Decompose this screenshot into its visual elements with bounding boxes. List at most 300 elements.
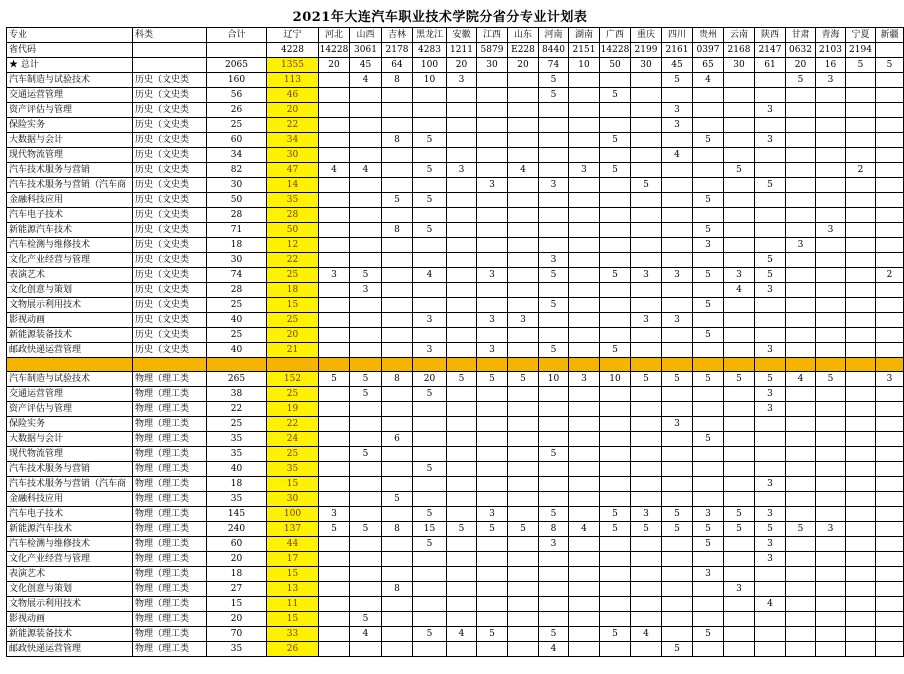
table-cell <box>693 642 724 657</box>
table-cell: 33 <box>267 627 319 642</box>
table-cell: 8 <box>539 522 569 537</box>
table-cell: 邮政快递运营管理 <box>7 642 133 657</box>
table-cell <box>600 567 631 582</box>
table-cell <box>816 313 846 328</box>
table-cell <box>786 133 816 148</box>
table-cell: 5 <box>600 268 631 283</box>
table-cell <box>382 477 413 492</box>
table-cell <box>876 43 904 58</box>
table-cell: 5 <box>693 522 724 537</box>
table-cell <box>350 552 382 567</box>
table-cell: 5 <box>662 372 693 387</box>
table-cell <box>539 313 569 328</box>
table-cell <box>786 597 816 612</box>
table-cell: 46 <box>267 88 319 103</box>
table-cell <box>569 73 600 88</box>
table-row <box>7 417 904 432</box>
table-row <box>7 492 904 507</box>
table-cell <box>786 118 816 133</box>
table-cell <box>846 462 876 477</box>
table-cell <box>816 612 846 627</box>
table-cell <box>662 343 693 358</box>
table-cell: 22 <box>207 402 267 417</box>
separator-cell <box>662 358 693 372</box>
table-cell <box>724 133 755 148</box>
table-cell <box>816 283 846 298</box>
table-cell: 5 <box>631 372 662 387</box>
table-cell <box>846 627 876 642</box>
table-cell <box>631 417 662 432</box>
table-cell <box>816 597 846 612</box>
table-cell: 历史（文史类 <box>133 283 207 298</box>
table-cell <box>662 492 693 507</box>
table-cell: 5 <box>447 522 477 537</box>
table-cell <box>319 193 350 208</box>
table-cell <box>786 507 816 522</box>
table-cell <box>382 313 413 328</box>
table-cell <box>846 507 876 522</box>
table-cell <box>477 492 508 507</box>
table-cell <box>539 387 569 402</box>
table-cell <box>786 567 816 582</box>
table-cell: 物理（理工类 <box>133 477 207 492</box>
table-cell: 金融科技应用 <box>7 492 133 507</box>
table-row <box>7 88 904 103</box>
enrollment-plan-table <box>6 27 904 657</box>
table-cell <box>816 298 846 313</box>
table-cell: 3 <box>724 582 755 597</box>
table-cell <box>413 582 447 597</box>
table-cell <box>382 178 413 193</box>
table-cell: 广西 <box>600 28 631 43</box>
table-cell <box>539 477 569 492</box>
table-cell: 20 <box>267 328 319 343</box>
table-cell <box>447 343 477 358</box>
table-cell <box>447 507 477 522</box>
table-row <box>7 387 904 402</box>
table-cell <box>876 343 904 358</box>
table-cell <box>539 417 569 432</box>
table-cell <box>631 253 662 268</box>
table-cell: 4 <box>447 627 477 642</box>
table-cell <box>477 193 508 208</box>
table-row <box>7 477 904 492</box>
table-cell <box>508 447 539 462</box>
table-cell <box>724 103 755 118</box>
table-cell <box>662 597 693 612</box>
table-cell: 3 <box>755 552 786 567</box>
table-cell <box>846 447 876 462</box>
table-cell <box>876 642 904 657</box>
table-cell <box>477 432 508 447</box>
table-cell: 新能源汽车技术 <box>7 522 133 537</box>
table-cell <box>539 103 569 118</box>
table-cell <box>662 462 693 477</box>
table-cell <box>569 343 600 358</box>
table-cell <box>846 328 876 343</box>
table-cell <box>786 178 816 193</box>
table-cell: 5 <box>600 133 631 148</box>
table-cell <box>786 552 816 567</box>
table-cell: 5 <box>350 522 382 537</box>
table-cell <box>600 328 631 343</box>
table-cell <box>477 462 508 477</box>
table-cell <box>876 402 904 417</box>
table-cell <box>786 313 816 328</box>
table-cell <box>382 462 413 477</box>
table-cell <box>724 298 755 313</box>
table-row <box>7 402 904 417</box>
table-cell <box>724 118 755 133</box>
table-cell: 100 <box>267 507 319 522</box>
table-cell: 240 <box>207 522 267 537</box>
table-cell <box>755 313 786 328</box>
table-cell <box>876 73 904 88</box>
table-cell: 5879 <box>477 43 508 58</box>
table-cell <box>693 283 724 298</box>
table-cell <box>447 313 477 328</box>
table-cell: 交通运营管理 <box>7 387 133 402</box>
table-cell: 历史（文史类 <box>133 178 207 193</box>
table-cell <box>846 432 876 447</box>
table-cell: 5 <box>447 372 477 387</box>
table-cell: 3 <box>413 343 447 358</box>
table-cell <box>447 597 477 612</box>
table-cell: E228 <box>508 43 539 58</box>
table-cell <box>846 582 876 597</box>
table-cell <box>786 627 816 642</box>
table-cell <box>786 612 816 627</box>
table-cell <box>508 193 539 208</box>
table-cell: 4 <box>508 163 539 178</box>
table-row <box>7 253 904 268</box>
table-cell <box>539 612 569 627</box>
table-cell <box>876 193 904 208</box>
table-cell: 28 <box>207 208 267 223</box>
table-cell: 18 <box>207 238 267 253</box>
table-cell: 黑龙江 <box>413 28 447 43</box>
table-cell: 5 <box>350 612 382 627</box>
table-cell <box>508 328 539 343</box>
table-cell: 5 <box>755 268 786 283</box>
table-cell <box>631 73 662 88</box>
table-cell: 5 <box>786 522 816 537</box>
table-cell <box>569 313 600 328</box>
table-cell: 45 <box>350 58 382 73</box>
table-cell: 34 <box>207 148 267 163</box>
table-cell <box>600 402 631 417</box>
table-cell <box>508 432 539 447</box>
table-cell <box>319 283 350 298</box>
table-cell <box>350 462 382 477</box>
table-cell <box>477 612 508 627</box>
table-cell <box>662 88 693 103</box>
table-cell <box>477 387 508 402</box>
table-cell: 汽车技术服务与营销（汽车商 <box>7 477 133 492</box>
table-cell: 保险实务 <box>7 417 133 432</box>
table-cell <box>539 208 569 223</box>
table-cell: 113 <box>267 73 319 88</box>
table-cell: 8 <box>382 582 413 597</box>
table-cell: 四川 <box>662 28 693 43</box>
table-cell <box>846 178 876 193</box>
table-cell <box>631 582 662 597</box>
table-cell <box>662 582 693 597</box>
table-cell: 甘肃 <box>786 28 816 43</box>
table-cell: 物理（理工类 <box>133 402 207 417</box>
table-cell <box>816 133 846 148</box>
table-cell <box>846 73 876 88</box>
table-cell: 3 <box>447 163 477 178</box>
table-cell: 2065 <box>207 58 267 73</box>
table-row <box>7 208 904 223</box>
table-cell <box>724 343 755 358</box>
separator-cell <box>413 358 447 372</box>
table-cell: 河北 <box>319 28 350 43</box>
table-cell <box>477 552 508 567</box>
table-cell <box>569 193 600 208</box>
table-cell: 新能源装备技术 <box>7 627 133 642</box>
table-cell: 3 <box>755 477 786 492</box>
table-cell <box>662 283 693 298</box>
separator-cell <box>846 358 876 372</box>
table-cell: 71 <box>207 223 267 238</box>
table-cell: 3 <box>755 402 786 417</box>
table-cell: 5 <box>755 253 786 268</box>
table-cell: 物理（理工类 <box>133 552 207 567</box>
table-cell <box>477 118 508 133</box>
table-cell <box>207 43 267 58</box>
table-cell <box>508 223 539 238</box>
table-cell <box>816 462 846 477</box>
table-cell: 贵州 <box>693 28 724 43</box>
table-cell <box>876 238 904 253</box>
table-cell <box>477 477 508 492</box>
separator-cell <box>508 358 539 372</box>
table-cell <box>539 402 569 417</box>
table-cell <box>508 133 539 148</box>
table-cell: 影视动画 <box>7 313 133 328</box>
table-cell <box>133 58 207 73</box>
table-cell: 物理（理工类 <box>133 507 207 522</box>
table-cell: 30 <box>267 492 319 507</box>
table-cell <box>569 477 600 492</box>
table-cell <box>876 133 904 148</box>
table-cell <box>350 88 382 103</box>
table-cell: 16 <box>816 58 846 73</box>
table-cell <box>319 73 350 88</box>
table-cell <box>816 328 846 343</box>
table-cell <box>876 283 904 298</box>
table-cell <box>816 343 846 358</box>
table-cell <box>350 507 382 522</box>
table-cell: 2168 <box>724 43 755 58</box>
table-cell: 影视动画 <box>7 612 133 627</box>
table-cell: 22 <box>267 118 319 133</box>
table-cell: 历史（文史类 <box>133 298 207 313</box>
table-cell <box>631 432 662 447</box>
table-cell <box>786 417 816 432</box>
table-cell <box>631 612 662 627</box>
table-cell <box>508 178 539 193</box>
table-cell: 160 <box>207 73 267 88</box>
table-cell: 5 <box>724 372 755 387</box>
table-cell <box>447 432 477 447</box>
table-cell <box>724 417 755 432</box>
table-row <box>7 447 904 462</box>
table-cell <box>724 597 755 612</box>
table-cell <box>447 238 477 253</box>
table-cell: 3 <box>786 238 816 253</box>
table-cell: 5 <box>876 58 904 73</box>
table-cell <box>846 387 876 402</box>
table-cell: 历史（文史类 <box>133 133 207 148</box>
section-separator <box>7 358 904 372</box>
table-cell <box>508 627 539 642</box>
table-cell: 2 <box>846 163 876 178</box>
table-cell: 25 <box>207 298 267 313</box>
table-cell: 历史（文史类 <box>133 223 207 238</box>
table-cell: 3 <box>319 268 350 283</box>
table-cell <box>600 313 631 328</box>
table-cell: 物理（理工类 <box>133 537 207 552</box>
table-cell: 物理（理工类 <box>133 417 207 432</box>
table-cell <box>569 283 600 298</box>
table-cell <box>382 507 413 522</box>
separator-cell <box>755 358 786 372</box>
table-cell: 5 <box>413 462 447 477</box>
table-cell <box>569 268 600 283</box>
table-cell <box>786 223 816 238</box>
table-cell: 5 <box>693 193 724 208</box>
table-cell <box>319 313 350 328</box>
table-cell <box>508 537 539 552</box>
table-cell: 3 <box>662 103 693 118</box>
table-cell <box>816 642 846 657</box>
table-cell <box>876 387 904 402</box>
table-cell: 15 <box>207 597 267 612</box>
table-cell <box>447 103 477 118</box>
table-cell <box>350 477 382 492</box>
table-row <box>7 627 904 642</box>
table-cell <box>319 537 350 552</box>
table-cell <box>539 163 569 178</box>
table-cell <box>600 612 631 627</box>
table-row <box>7 163 904 178</box>
table-cell <box>631 402 662 417</box>
table-cell <box>662 387 693 402</box>
table-cell <box>350 103 382 118</box>
table-cell: 3 <box>755 537 786 552</box>
table-cell <box>755 612 786 627</box>
table-cell: 文化产业经营与管理 <box>7 552 133 567</box>
table-cell: 4 <box>350 627 382 642</box>
table-cell <box>447 208 477 223</box>
table-cell: 交通运营管理 <box>7 88 133 103</box>
table-cell <box>693 612 724 627</box>
table-cell <box>319 103 350 118</box>
table-cell <box>413 492 447 507</box>
table-cell <box>662 447 693 462</box>
table-cell <box>876 417 904 432</box>
table-cell <box>816 103 846 118</box>
table-cell <box>876 552 904 567</box>
table-cell: 云南 <box>724 28 755 43</box>
table-row <box>7 522 904 537</box>
table-cell <box>539 118 569 133</box>
table-cell <box>846 642 876 657</box>
table-row <box>7 372 904 387</box>
table-cell <box>816 507 846 522</box>
table-cell: 3 <box>539 537 569 552</box>
table-cell: 5 <box>477 627 508 642</box>
table-cell <box>786 193 816 208</box>
table-cell: 35 <box>207 642 267 657</box>
table-cell: 5 <box>539 88 569 103</box>
table-cell <box>539 283 569 298</box>
table-cell <box>447 492 477 507</box>
table-cell <box>382 208 413 223</box>
table-cell <box>447 642 477 657</box>
table-cell <box>569 492 600 507</box>
table-cell <box>382 238 413 253</box>
table-cell <box>569 178 600 193</box>
table-cell: 邮政快递运营管理 <box>7 343 133 358</box>
table-cell <box>539 148 569 163</box>
table-cell <box>382 163 413 178</box>
table-cell <box>477 402 508 417</box>
table-cell <box>816 582 846 597</box>
table-cell <box>319 432 350 447</box>
table-cell: 合计 <box>207 28 267 43</box>
table-cell: 5 <box>600 343 631 358</box>
table-cell: 5 <box>508 372 539 387</box>
table-cell: 历史（文史类 <box>133 343 207 358</box>
table-row <box>7 238 904 253</box>
table-cell <box>413 283 447 298</box>
table-cell <box>350 298 382 313</box>
table-cell: 物理（理工类 <box>133 462 207 477</box>
table-cell <box>755 118 786 133</box>
table-cell <box>508 238 539 253</box>
table-cell <box>724 178 755 193</box>
table-cell: 省代码 <box>7 43 133 58</box>
table-cell: 5 <box>816 372 846 387</box>
table-cell <box>600 537 631 552</box>
table-cell <box>539 462 569 477</box>
table-cell <box>755 238 786 253</box>
table-cell: 3 <box>662 118 693 133</box>
table-cell: 10 <box>569 58 600 73</box>
table-cell: 物理（理工类 <box>133 582 207 597</box>
table-cell: 20 <box>207 552 267 567</box>
table-cell <box>631 462 662 477</box>
table-cell <box>539 552 569 567</box>
table-cell: 4 <box>755 597 786 612</box>
table-cell: 历史（文史类 <box>133 253 207 268</box>
table-cell <box>631 148 662 163</box>
table-cell <box>569 642 600 657</box>
table-cell <box>631 118 662 133</box>
table-cell <box>755 73 786 88</box>
table-cell: 22 <box>267 253 319 268</box>
table-cell <box>600 492 631 507</box>
table-cell: 汽车制造与试验技术 <box>7 73 133 88</box>
table-cell <box>382 642 413 657</box>
table-cell: 历史（文史类 <box>133 148 207 163</box>
table-cell <box>662 163 693 178</box>
table-cell <box>413 552 447 567</box>
